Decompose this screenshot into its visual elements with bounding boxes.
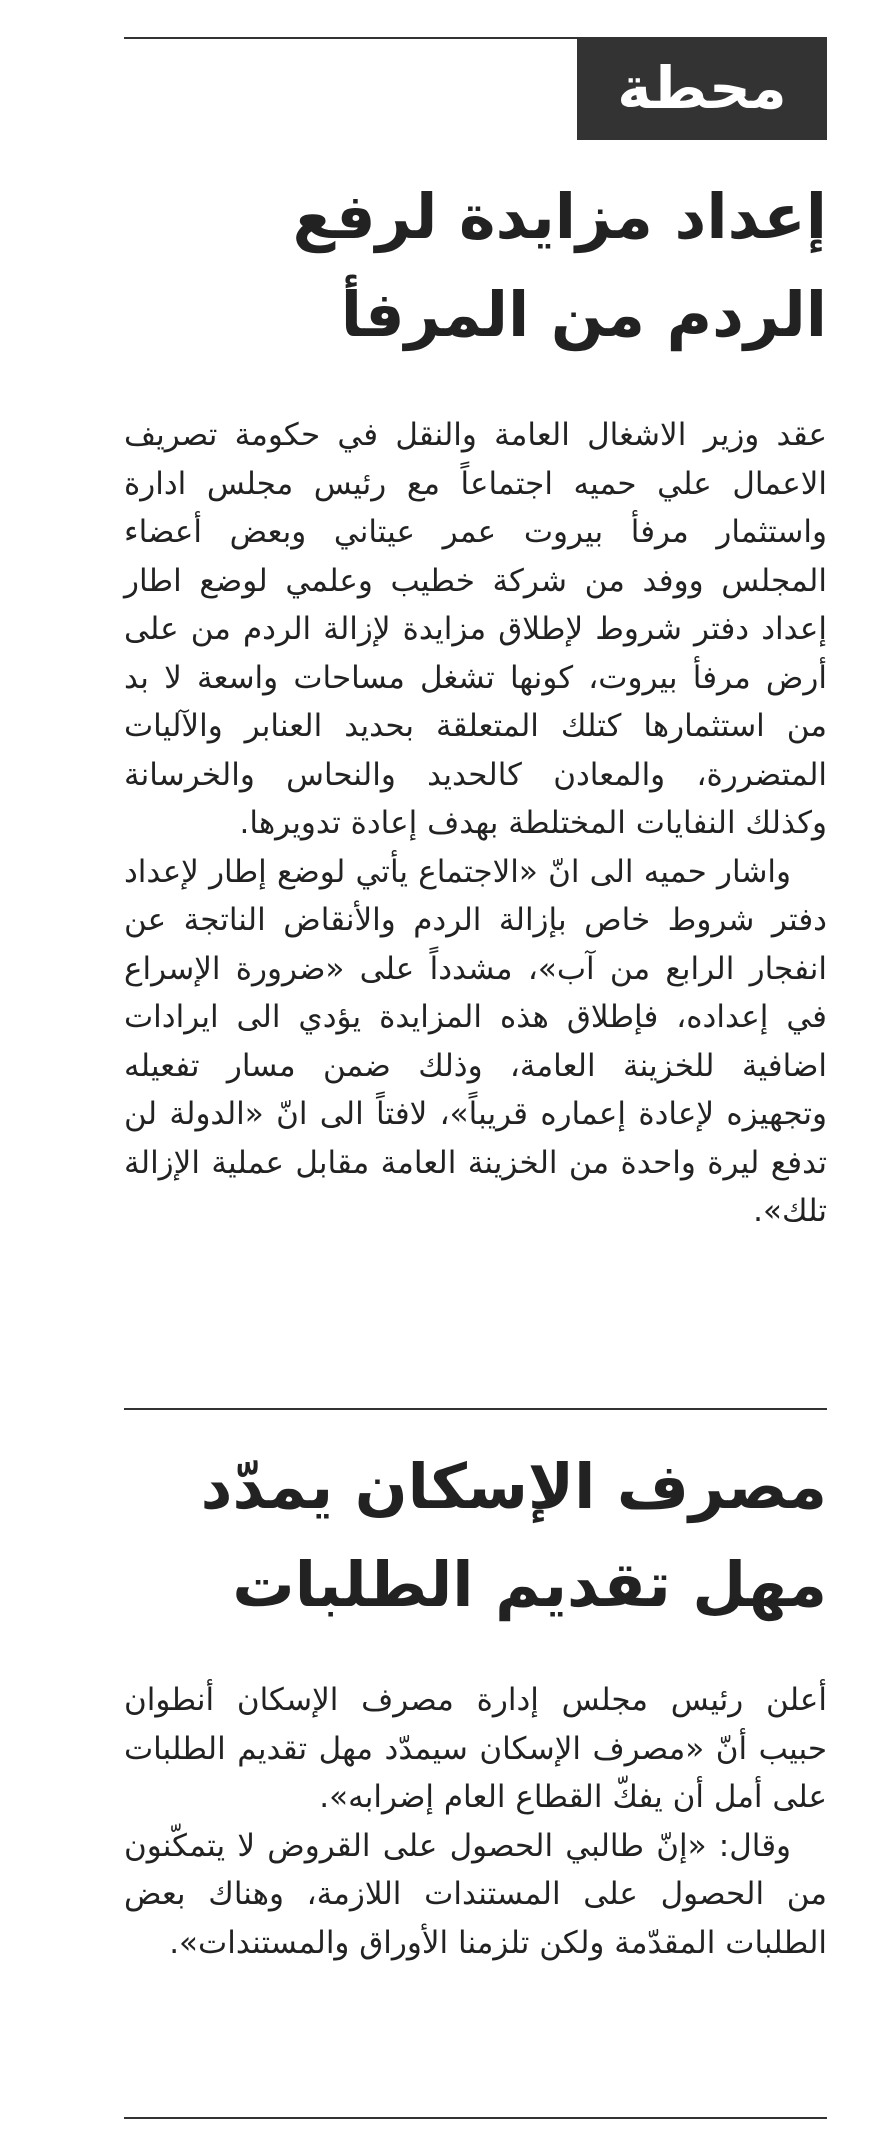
article-1-paragraph: واشار حميه الى انّ «الاجتماع يأتي لوضع إطار لإعداد دفتر شروط خاص بإزالة الردم والأنقاض الناتجة عن انفجار الرابع من آب»، مشدداً على «ضرورة الإسراع في إعداده، فإطلاق هذه المزايدة يؤدي الى ايرادات اضافية للخزينة العامة، وذلك ضمن مسار تفعيله وتجهيزه لإعادة إعماره قريباً»، لافتاً الى انّ «الدولة لن تدفع ليرة واحدة من الخزينة العامة مقابل عملية الإزالة تلك».: [124, 853, 827, 1229]
article-2-paragraph: وقال: «إنّ طالبي الحصول على القروض لا يتمكّنون من الحصول على المستندات اللازمة، وهناك بعض الطلبات المقدّمة ولكن تلزمنا الأوراق والمستندات».: [124, 1827, 827, 1961]
article-1-headline: إعداد مزايدة لرفع الردم من المرفأ: [292, 180, 827, 351]
article-divider: [124, 1408, 827, 1410]
article-2-headline: مصرف الإسكان يمدّد مهل تقديم الطلبات: [200, 1450, 827, 1621]
article-2-paragraph: أعلن رئيس مجلس إدارة مصرف الإسكان أنطوان حبيب أنّ «مصرف الإسكان سيمدّد مهل تقديم الطلبات على أمل أن يفكّ القطاع العام إضرابه».: [124, 1682, 827, 1815]
article-1-paragraph: عقد وزير الاشغال العامة والنقل في حكومة تصريف الاعمال علي حميه اجتماعاً مع رئيس مجلس ادارة واستثمار مرفأ بيروت عمر عيتاني وبعض أعضاء المجلس ووفد من شركة خطيب وعلمي لوضع اطار إعداد دفتر شروط لإطلاق مزايدة لإزالة الردم من على أرض مرفأ بيروت، كونها تشغل مساحات واسعة لا بد من استثمارها كتلك المتعلقة بحديد العنابر والآليات المتضررة، والمعادن كالحديد والنحاس والخرسانة وكذلك النفايات المختلطة بهدف إعادة تدويرها.: [124, 417, 827, 841]
section-label: محطة: [577, 37, 827, 140]
bottom-divider: [124, 2117, 827, 2119]
article-2-body: [124, 1676, 827, 1967]
article-1-body: [124, 411, 827, 1236]
